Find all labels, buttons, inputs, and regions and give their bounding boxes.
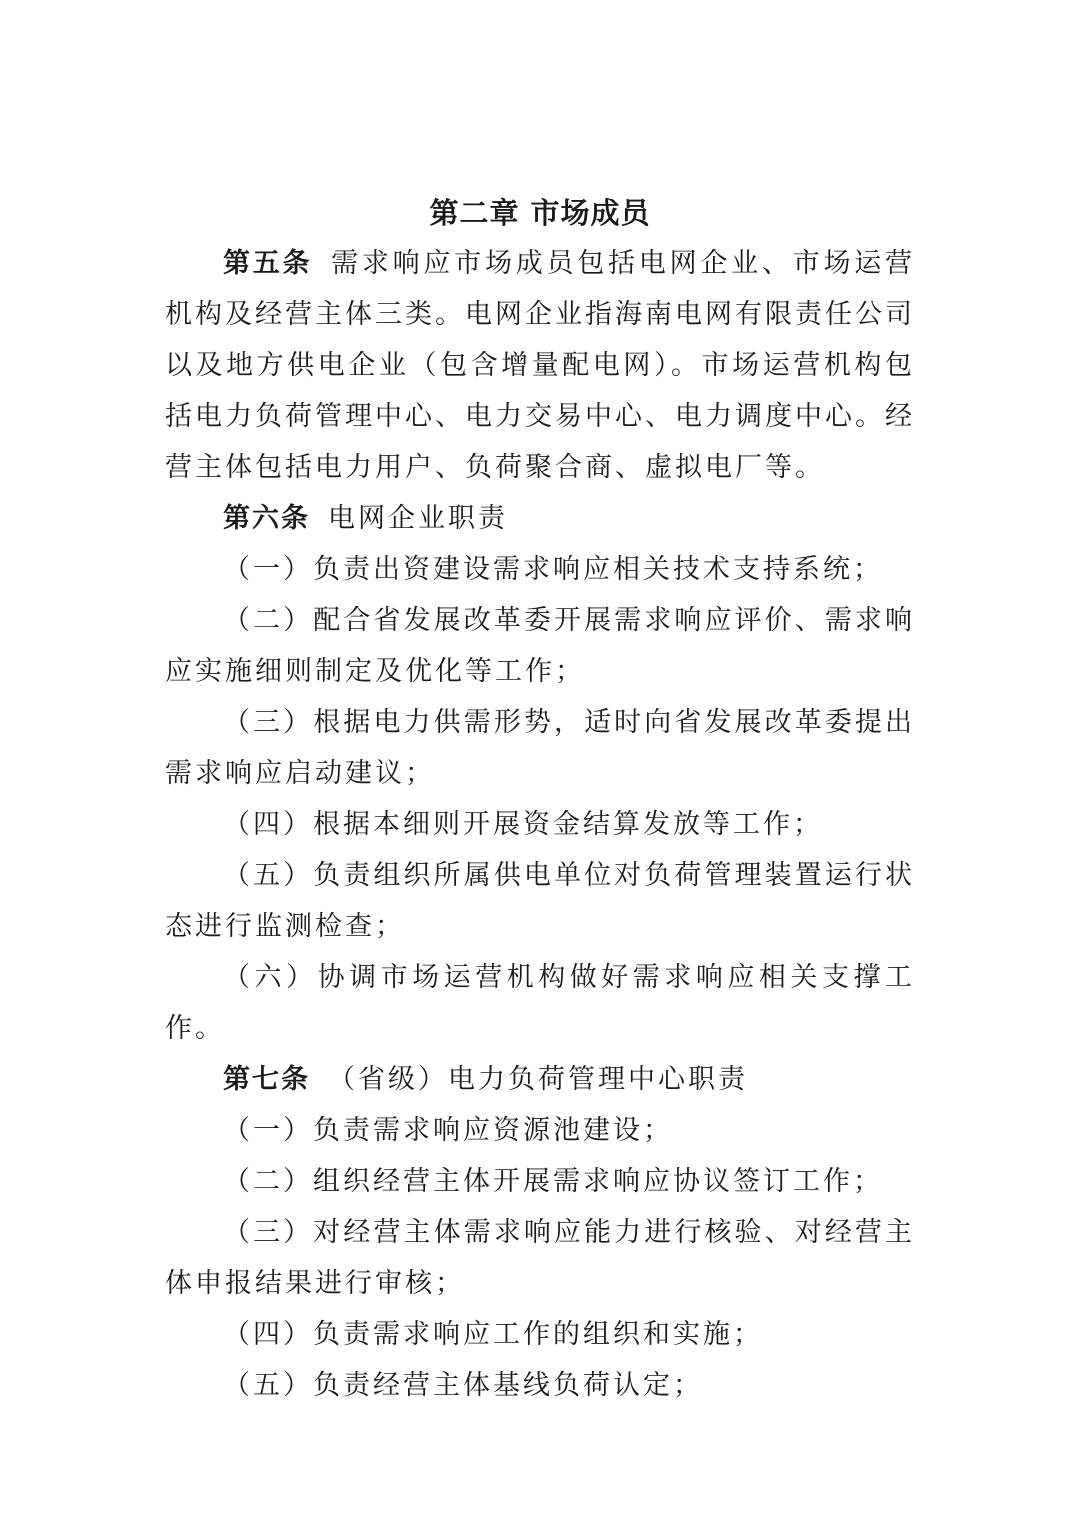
article-7-item: （四）负责需求响应工作的组织和实施； (223, 1319, 763, 1350)
article-6 (165, 493, 915, 544)
article-7 (165, 1054, 915, 1105)
document-page (165, 188, 915, 1411)
article-7-label: 第七条 (223, 1064, 310, 1095)
article-7-item: （五）负责经营主体基线负荷认定； (223, 1370, 703, 1401)
article-7-item: （二）组织经营主体开展需求响应协议签订工作； (223, 1166, 883, 1197)
article-6-item: （二）配合省发展改革委开展需求响应评价、需求响应实施细则制定及优化等工作； (165, 605, 915, 687)
article-5 (165, 238, 915, 493)
article-7-item: （一）负责需求响应资源池建设； (223, 1115, 673, 1146)
chapter-title: 第二章 市场成员 (429, 196, 651, 230)
article-6-label: 第六条 (223, 503, 310, 534)
article-7-text: （省级）电力负荷管理中心职责 (328, 1064, 748, 1095)
article-6-item: （三）根据电力供需形势，适时向省发展改革委提出需求响应启动建议； (165, 707, 915, 789)
article-7-item: （三）对经营主体需求响应能力进行核验、对经营主体申报结果进行审核； (165, 1217, 915, 1299)
article-5-label: 第五条 (223, 248, 313, 279)
article-6-item: （六）协调市场运营机构做好需求响应相关支撑工作。 (165, 962, 915, 1044)
article-6-item: （五）负责组织所属供电单位对负荷管理装置运行状态进行监测检查； (165, 860, 915, 942)
article-5-text: 需求响应市场成员包括电网企业、市场运营机构及经营主体三类。电网企业指海南电网有限责任公司以及地方供电企业（包含增量配电网）。市场运营机构包括电力负荷管理中心、电力交易中心、电力调度中心。经营主体包括电力用户、负荷聚合商、虚拟电厂等。 (165, 248, 916, 483)
article-6-text: 电网企业职责 (328, 503, 508, 534)
article-6-item: （一）负责出资建设需求响应相关技术支持系统； (223, 554, 883, 585)
article-6-item: （四）根据本细则开展资金结算发放等工作； (223, 809, 823, 840)
